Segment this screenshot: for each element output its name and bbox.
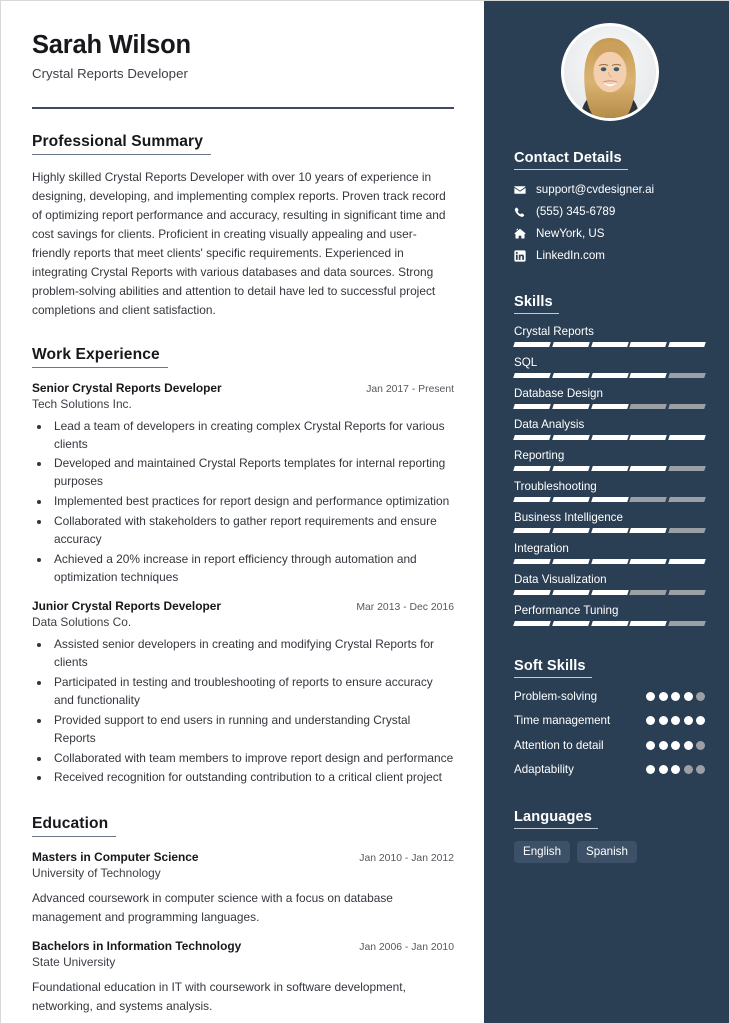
skill-segment xyxy=(630,497,667,502)
rating-dot xyxy=(659,765,668,774)
job-bullet: • Collaborated with stakeholders to gather report requirements and ensure accuracy xyxy=(51,513,454,549)
job-bullet: • Achieved a 20% increase in report efficiency through automation and optimization techniques xyxy=(51,551,454,587)
skill-item xyxy=(514,542,705,564)
skill-segment xyxy=(513,404,550,409)
job-bullet: • Implemented best practices for report design and performance optimization xyxy=(51,493,454,511)
skill-label: Integration xyxy=(514,542,569,555)
skill-item xyxy=(514,604,705,626)
skill-segment xyxy=(552,373,589,378)
skill-segment xyxy=(552,435,589,440)
skill-segment xyxy=(668,342,705,347)
soft-skill-label: Adaptability xyxy=(514,762,574,776)
skill-item xyxy=(514,356,705,378)
skill-label: Reporting xyxy=(514,449,565,462)
rating-dot xyxy=(659,716,668,725)
section-work-experience xyxy=(32,346,454,788)
rating-dot xyxy=(696,692,705,701)
contact-item-email[interactable] xyxy=(514,183,705,196)
education-item xyxy=(32,939,454,1015)
skill-segment xyxy=(591,621,628,626)
skill-label: Troubleshooting xyxy=(514,480,597,493)
skill-level-bar xyxy=(514,621,705,626)
soft-skills-title: Soft Skills xyxy=(514,658,592,678)
job-bullet: • Received recognition for outstanding contribution to a critical client project xyxy=(51,769,454,787)
work-experience-item xyxy=(32,599,454,787)
skill-label: Business Intelligence xyxy=(514,511,623,524)
job-bullet: • Assisted senior developers in creating and modifying Crystal Reports for clients xyxy=(51,636,454,672)
job-role: Senior Crystal Reports Developer xyxy=(32,380,222,395)
candidate-job-title: Crystal Reports Developer xyxy=(32,66,188,82)
languages-list xyxy=(514,841,705,863)
skill-segment xyxy=(552,342,589,347)
professional-summary-text: Highly skilled Crystal Reports Developer with over 10 years of experience in designing, developing, and implementing complex reports. Proven track record of optimizing report performance and accuracy, resulting in significant time and cost savings for clients. Proficient in creating visually appealing and user-friendly reports that meet clients' specific requirements. Experienced in integrating Crystal Reports with various databases and data sources. Strong problem-solving abilities and attention to detail have led to successful project completions and client satisfaction. xyxy=(32,170,446,317)
job-bullet-list xyxy=(32,418,454,587)
candidate-name: Sarah Wilson xyxy=(32,31,191,59)
skill-segment xyxy=(552,559,589,564)
skill-level-bar xyxy=(514,559,705,564)
skill-segment xyxy=(591,528,628,533)
education-description: Foundational education in IT with coursework in software development, networking, and systems analysis. xyxy=(32,980,406,1013)
skill-segment xyxy=(591,497,628,502)
rating-dot xyxy=(646,765,655,774)
education-item xyxy=(32,850,454,926)
skill-segment xyxy=(513,497,550,502)
rating-dot xyxy=(646,741,655,750)
skill-level-bar xyxy=(514,342,705,347)
contact-details-title: Contact Details xyxy=(514,150,628,170)
job-date: Jan 2017 - Present xyxy=(366,383,454,395)
soft-skill-rating-dots xyxy=(646,738,705,750)
skill-label: Performance Tuning xyxy=(514,604,619,617)
job-bullet: • Participated in testing and troubleshooting of reports to ensure accuracy and functionality xyxy=(51,674,454,710)
skill-item xyxy=(514,418,705,440)
rating-dot xyxy=(684,741,693,750)
job-header-row xyxy=(32,381,454,395)
contact-list xyxy=(514,183,705,262)
skill-label: Crystal Reports xyxy=(514,325,594,338)
language-chip: English xyxy=(514,841,570,863)
skill-segment xyxy=(513,342,550,347)
skill-segment xyxy=(513,528,550,533)
skill-segment xyxy=(668,435,705,440)
rating-dot xyxy=(684,765,693,774)
soft-skill-rating-dots xyxy=(646,689,705,701)
skill-segment xyxy=(630,621,667,626)
education-school: State University xyxy=(32,955,116,970)
skill-segment xyxy=(668,373,705,378)
skill-level-bar xyxy=(514,466,705,471)
contact-item-location[interactable] xyxy=(514,227,705,240)
professional-summary-title: Professional Summary xyxy=(32,133,211,155)
job-bullet: • Developed and maintained Crystal Reports templates for internal reporting purposes xyxy=(51,455,454,491)
spacer xyxy=(32,320,454,346)
skill-item xyxy=(514,449,705,471)
languages-title: Languages xyxy=(514,809,598,829)
job-bullet: • Lead a team of developers in creating complex Crystal Reports for various clients xyxy=(51,418,454,454)
rating-dot xyxy=(671,765,680,774)
education-date: Jan 2010 - Jan 2012 xyxy=(359,853,454,865)
rating-dot xyxy=(646,692,655,701)
skill-segment xyxy=(552,404,589,409)
rating-dot xyxy=(696,765,705,774)
home-icon xyxy=(514,228,531,240)
sidebar xyxy=(484,1,729,1023)
skill-segment xyxy=(552,590,589,595)
contact-location-value: NewYork, US xyxy=(536,227,605,240)
envelope-icon xyxy=(514,184,531,196)
skill-level-bar xyxy=(514,435,705,440)
skill-segment xyxy=(513,621,550,626)
spacer xyxy=(514,786,705,808)
rating-dot xyxy=(684,716,693,725)
skill-segment xyxy=(668,497,705,502)
skills-list xyxy=(514,325,705,626)
skill-segment xyxy=(591,435,628,440)
skill-segment xyxy=(591,590,628,595)
skill-segment xyxy=(630,342,667,347)
soft-skill-rating-dots xyxy=(646,762,705,774)
skill-level-bar xyxy=(514,590,705,595)
skill-label: Data Visualization xyxy=(514,573,607,586)
soft-skill-label: Attention to detail xyxy=(514,738,604,752)
skill-segment xyxy=(630,528,667,533)
skill-segment xyxy=(552,621,589,626)
soft-skills-list xyxy=(514,689,705,777)
skill-segment xyxy=(630,435,667,440)
work-experience-title: Work Experience xyxy=(32,346,168,368)
skill-segment xyxy=(668,404,705,409)
avatar-portrait-icon xyxy=(564,26,656,118)
contact-email-value: support@cvdesigner.ai xyxy=(536,183,655,196)
rating-dot xyxy=(696,741,705,750)
skill-segment xyxy=(630,404,667,409)
skill-segment xyxy=(668,590,705,595)
skill-segment xyxy=(668,621,705,626)
rating-dot xyxy=(659,692,668,701)
job-bullet-list xyxy=(32,636,454,787)
skill-segment xyxy=(552,528,589,533)
skill-item xyxy=(514,480,705,502)
soft-skill-rating-dots xyxy=(646,713,705,725)
spacer xyxy=(32,789,454,815)
skill-item xyxy=(514,511,705,533)
skills-title: Skills xyxy=(514,294,559,314)
header-block xyxy=(32,31,454,109)
skill-item xyxy=(514,387,705,409)
rating-dot xyxy=(671,692,680,701)
linkedin-icon xyxy=(514,250,531,262)
skill-label: SQL xyxy=(514,356,538,369)
section-education xyxy=(32,815,454,1015)
sidebar-section-contact xyxy=(514,149,705,262)
work-experience-item xyxy=(32,381,454,587)
skill-level-bar xyxy=(514,404,705,409)
language-chip: Spanish xyxy=(577,841,637,863)
job-bullet: • Collaborated with team members to improve report design and performance xyxy=(51,750,454,768)
skill-segment xyxy=(668,466,705,471)
contact-item-phone[interactable] xyxy=(514,205,705,218)
job-header-row xyxy=(32,599,454,613)
skill-segment xyxy=(552,466,589,471)
job-company: Tech Solutions Inc. xyxy=(32,396,132,411)
skill-segment xyxy=(552,497,589,502)
job-company: Data Solutions Co. xyxy=(32,615,132,630)
skill-segment xyxy=(513,559,550,564)
skill-item xyxy=(514,573,705,595)
skill-segment xyxy=(513,435,550,440)
education-degree: Bachelors in Information Technology xyxy=(32,939,242,954)
sidebar-section-languages xyxy=(514,808,705,863)
soft-skill-label: Time management xyxy=(514,714,611,728)
header-divider xyxy=(32,107,454,109)
sidebar-section-skills xyxy=(514,293,705,626)
rating-dot xyxy=(684,692,693,701)
contact-item-linkedin[interactable] xyxy=(514,249,705,262)
skill-segment xyxy=(630,466,667,471)
job-role: Junior Crystal Reports Developer xyxy=(32,599,221,614)
skill-segment xyxy=(513,590,550,595)
skill-segment xyxy=(591,404,628,409)
skill-level-bar xyxy=(514,373,705,378)
education-title: Education xyxy=(32,815,116,837)
skill-segment xyxy=(668,528,705,533)
rating-dot xyxy=(671,741,680,750)
education-header-row xyxy=(32,850,454,864)
sidebar-section-soft-skills xyxy=(514,657,705,777)
skill-label: Data Analysis xyxy=(514,418,585,431)
rating-dot xyxy=(659,741,668,750)
rating-dot xyxy=(696,716,705,725)
education-description: Advanced coursework in computer science with a focus on database management and programming languages. xyxy=(32,891,393,924)
skill-label: Database Design xyxy=(514,387,603,400)
skill-segment xyxy=(630,559,667,564)
skill-segment xyxy=(513,466,550,471)
avatar xyxy=(561,23,659,121)
skill-segment xyxy=(591,373,628,378)
skill-segment xyxy=(630,590,667,595)
skill-item xyxy=(514,325,705,347)
skill-segment xyxy=(591,466,628,471)
spacer xyxy=(514,635,705,657)
job-date: Mar 2013 - Dec 2016 xyxy=(356,602,454,614)
rating-dot xyxy=(646,716,655,725)
contact-linkedin-value: LinkedIn.com xyxy=(536,249,605,262)
rating-dot xyxy=(671,716,680,725)
main-column xyxy=(1,1,484,1023)
spacer xyxy=(514,271,705,293)
job-bullet: • Provided support to end users in running and understanding Crystal Reports xyxy=(51,712,454,748)
skill-segment xyxy=(668,559,705,564)
skill-level-bar xyxy=(514,528,705,533)
soft-skill-item xyxy=(514,738,705,753)
phone-icon xyxy=(514,206,531,218)
skill-segment xyxy=(591,559,628,564)
skill-segment xyxy=(591,342,628,347)
contact-phone-value: (555) 345-6789 xyxy=(536,205,616,218)
education-header-row xyxy=(32,939,454,953)
skill-segment xyxy=(513,373,550,378)
soft-skill-item xyxy=(514,713,705,728)
education-degree: Masters in Computer Science xyxy=(32,850,199,865)
avatar-wrap xyxy=(514,23,705,121)
education-school: University of Technology xyxy=(32,866,161,881)
skill-level-bar xyxy=(514,497,705,502)
soft-skill-label: Problem-solving xyxy=(514,690,598,703)
soft-skill-item xyxy=(514,689,705,704)
soft-skill-item xyxy=(514,762,705,777)
education-date: Jan 2006 - Jan 2010 xyxy=(359,942,454,954)
section-professional-summary xyxy=(32,133,454,319)
skill-segment xyxy=(630,373,667,378)
